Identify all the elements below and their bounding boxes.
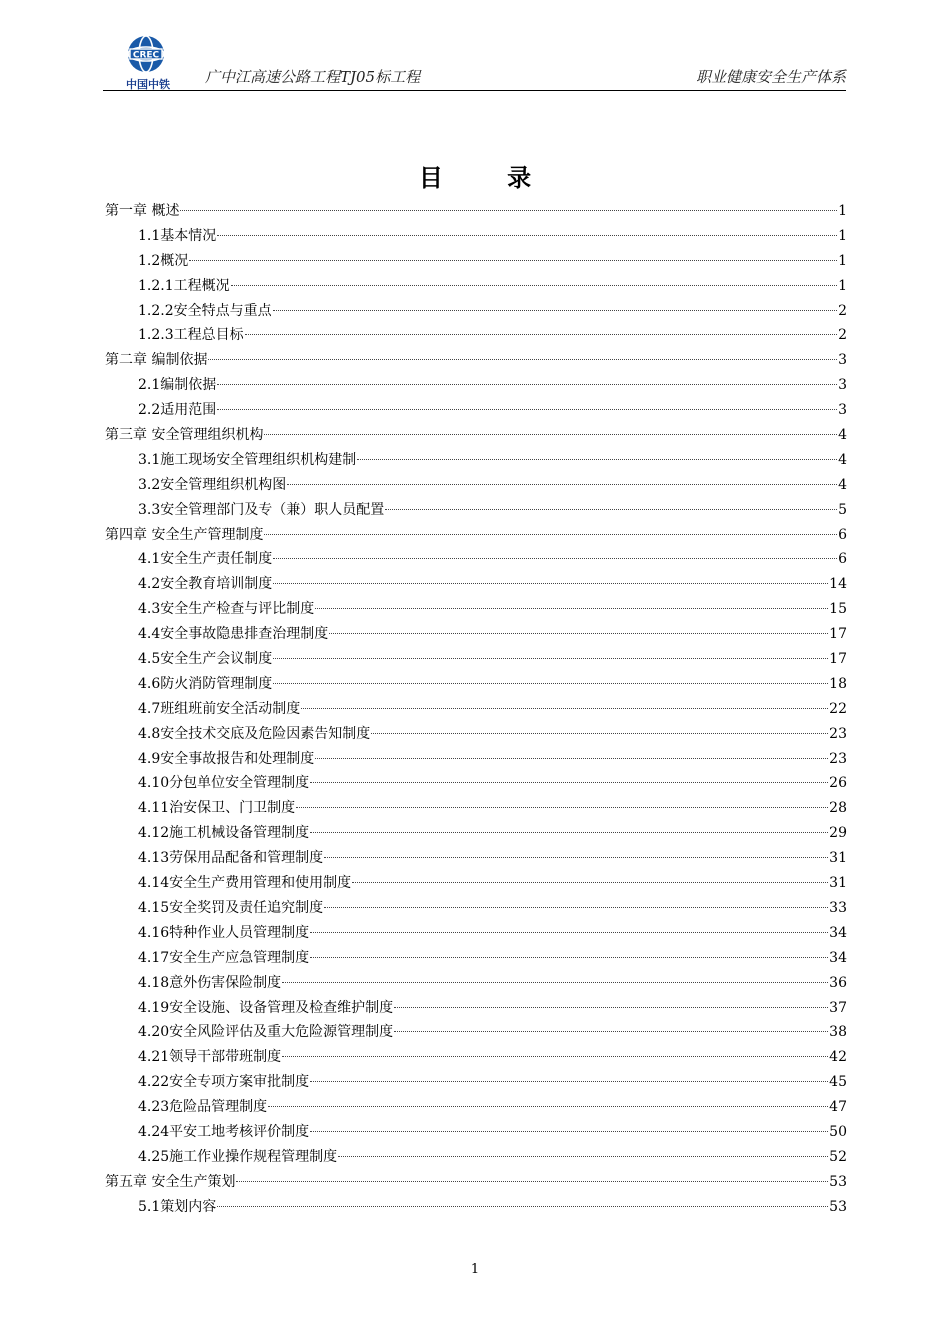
toc-dot-leader [273, 682, 828, 684]
toc-entry-page: 5 [838, 501, 847, 518]
toc-chapter-entry[interactable] [105, 199, 847, 224]
toc-chapter-entry[interactable] [105, 1170, 847, 1195]
toc-section-entry[interactable] [105, 224, 847, 249]
toc-entry-page: 3 [838, 377, 847, 394]
toc-section-entry[interactable] [105, 747, 847, 772]
toc-entry-page: 23 [829, 750, 847, 767]
toc-dot-leader [310, 956, 828, 958]
toc-dot-leader [208, 358, 837, 360]
toc-dot-leader [310, 931, 828, 933]
toc-dot-leader [310, 781, 828, 783]
toc-entry-page: 37 [829, 999, 847, 1016]
toc-dot-leader [264, 533, 837, 535]
toc-section-entry[interactable] [105, 448, 847, 473]
toc-entry-page: 33 [829, 899, 847, 916]
toc-dot-leader [180, 209, 837, 211]
toc-entry-title: 1.2.1工程概况 [138, 277, 230, 294]
toc-entry-page: 1 [838, 252, 847, 269]
toc-section-entry[interactable] [105, 971, 847, 996]
toc-section-entry[interactable] [105, 373, 847, 398]
toc-entry-title: 3.1施工现场安全管理组织机构建制 [138, 451, 357, 468]
toc-section-entry[interactable] [105, 1145, 847, 1170]
toc-dot-leader [329, 632, 828, 634]
toc-entry-page: 2 [838, 327, 847, 344]
toc-entry-page: 4 [838, 451, 847, 468]
toc-entry-title: 4.11治安保卫、门卫制度 [138, 800, 296, 817]
toc-entry-page: 17 [829, 651, 847, 668]
toc-entry-page: 3 [838, 352, 847, 369]
toc-entry-title: 4.13劳保用品配备和管理制度 [138, 850, 324, 867]
toc-entry-title: 4.15安全奖罚及责任追究制度 [138, 899, 324, 916]
toc-entry-title: 4.8安全技术交底及危险因素告知制度 [138, 725, 371, 742]
toc-section-entry[interactable] [105, 1070, 847, 1095]
toc-section-entry[interactable] [105, 871, 847, 896]
toc-entry-title: 4.24平安工地考核评价制度 [138, 1123, 310, 1140]
toc-entry-page: 6 [838, 551, 847, 568]
toc-entry-page: 18 [829, 675, 847, 692]
page-header [103, 34, 846, 91]
toc-heading: 目 录 [418, 163, 560, 192]
toc-section-entry[interactable] [105, 946, 847, 971]
toc-section-entry[interactable] [105, 249, 847, 274]
toc-dot-leader [282, 981, 828, 983]
toc-entry-page: 1 [838, 203, 847, 219]
toc-entry-page: 6 [838, 526, 847, 543]
toc-dot-leader [352, 881, 828, 883]
toc-dot-leader [315, 757, 828, 759]
toc-chapter-entry[interactable] [105, 423, 847, 448]
toc-dot-leader [315, 607, 828, 609]
toc-entry-page: 17 [829, 626, 847, 643]
toc-entry-page: 23 [829, 725, 847, 742]
toc-entry-page: 14 [829, 576, 847, 593]
toc-entry-title: 4.20安全风险评估及重大危险源管理制度 [138, 1024, 394, 1041]
toc-entry-page: 34 [829, 949, 847, 966]
toc-entry-title: 4.5安全生产会议制度 [138, 651, 273, 668]
toc-section-entry[interactable] [105, 1120, 847, 1145]
toc-dot-leader [268, 1105, 828, 1107]
toc-entry-title: 3.3安全管理部门及专（兼）职人员配置 [138, 501, 385, 518]
toc-section-entry[interactable] [105, 1020, 847, 1045]
toc-entry-title: 5.1策划内容 [138, 1198, 217, 1215]
toc-entry-title: 1.2.2安全特点与重点 [138, 302, 272, 319]
toc-section-entry[interactable] [105, 622, 847, 647]
toc-entry-title: 2.2适用范围 [138, 402, 217, 419]
toc-entry-page: 29 [829, 825, 847, 842]
toc-entry-title: 4.22安全专项方案审批制度 [138, 1074, 310, 1091]
toc-section-entry[interactable] [105, 473, 847, 498]
toc-section-entry[interactable] [105, 323, 847, 348]
toc-section-entry[interactable] [105, 647, 847, 672]
toc-chapter-entry[interactable] [105, 348, 847, 373]
toc-entry-page: 31 [829, 850, 847, 867]
toc-dot-leader [385, 508, 837, 510]
crec-logo [108, 34, 178, 90]
toc-section-entry[interactable] [105, 996, 847, 1021]
toc-section-entry[interactable] [105, 572, 847, 597]
toc-entry-title: 4.3安全生产检查与评比制度 [138, 601, 315, 618]
toc-dot-leader [310, 831, 828, 833]
toc-entry-title: 第四章 安全生产管理制度 [105, 526, 264, 543]
toc-entry-title: 4.17安全生产应急管理制度 [138, 949, 310, 966]
toc-dot-leader [287, 483, 837, 485]
toc-entry-title: 3.2安全管理组织机构图 [138, 476, 287, 493]
toc-dot-leader [394, 1006, 828, 1008]
toc-entry-page: 53 [829, 1198, 847, 1215]
toc-section-entry[interactable] [105, 796, 847, 821]
toc-entry-title: 4.14安全生产费用管理和使用制度 [138, 875, 352, 892]
toc-entry-page: 38 [829, 1024, 847, 1041]
toc-entry-title: 1.2概况 [138, 252, 189, 269]
toc-section-entry[interactable] [105, 846, 847, 871]
toc-dot-leader [324, 856, 828, 858]
toc-entry-title: 4.18意外伤害保险制度 [138, 974, 282, 991]
toc-section-entry[interactable] [105, 498, 847, 523]
toc-entry-title: 第一章 概述 [105, 203, 180, 219]
toc-entry-title: 1.2.3工程总目标 [138, 327, 244, 344]
toc-section-entry[interactable] [105, 597, 847, 622]
toc-entry-page: 52 [829, 1148, 847, 1165]
toc-entry-page: 28 [829, 800, 847, 817]
toc-entry-title: 4.7班组班前安全活动制度 [138, 700, 301, 717]
toc-entry-page: 15 [829, 601, 847, 618]
toc-entry-page: 1 [838, 277, 847, 294]
document-title: 职业健康安全生产体系 [695, 68, 846, 86]
toc-dot-leader [310, 1080, 828, 1082]
toc-dot-leader [357, 458, 837, 460]
toc-section-entry[interactable] [105, 896, 847, 921]
toc-entry-page: 3 [838, 402, 847, 419]
toc-entry-title: 4.12施工机械设备管理制度 [138, 825, 310, 842]
toc-dot-leader [217, 1205, 828, 1207]
toc-entry-title: 4.2安全教育培训制度 [138, 576, 273, 593]
toc-section-entry[interactable] [105, 697, 847, 722]
toc-section-entry[interactable] [105, 821, 847, 846]
toc-entry-page: 34 [829, 924, 847, 941]
toc-entry-page: 53 [829, 1173, 847, 1190]
toc-entry-title: 4.6防火消防管理制度 [138, 675, 273, 692]
toc-dot-leader [189, 259, 837, 261]
toc-entry-page: 31 [829, 875, 847, 892]
toc-entry-title: 第二章 编制依据 [105, 352, 208, 369]
toc-dot-leader [231, 284, 837, 286]
toc-section-entry[interactable] [105, 771, 847, 796]
page-number: 1 [470, 1262, 480, 1277]
toc-entry-page: 45 [829, 1074, 847, 1091]
toc-entry-page: 42 [829, 1049, 847, 1066]
toc-dot-leader [371, 732, 828, 734]
toc-section-entry[interactable] [105, 921, 847, 946]
toc-dot-leader [338, 1155, 828, 1157]
toc-entry-title: 4.4安全事故隐患排查治理制度 [138, 626, 329, 643]
toc-entry-page: 26 [829, 775, 847, 792]
toc-entry-title: 1.1基本情况 [138, 227, 217, 244]
toc-entry-title: 4.1安全生产责任制度 [138, 551, 273, 568]
toc-entry-title: 4.9安全事故报告和处理制度 [138, 750, 315, 767]
toc-dot-leader [217, 408, 837, 410]
toc-entry-page: 47 [829, 1099, 847, 1116]
toc-entry-page: 2 [838, 302, 847, 319]
toc-section-entry[interactable] [105, 1045, 847, 1070]
toc-dot-leader [217, 234, 837, 236]
toc-section-entry[interactable] [105, 547, 847, 572]
toc-entry-title: 4.16特种作业人员管理制度 [138, 924, 310, 941]
toc-entry-page: 22 [829, 700, 847, 717]
toc-section-entry[interactable] [105, 398, 847, 423]
toc-entry-title: 2.1编制依据 [138, 377, 217, 394]
toc-section-entry[interactable] [105, 722, 847, 747]
toc-entry-page: 50 [829, 1123, 847, 1140]
toc-entry-title: 4.19安全设施、设备管理及检查维护制度 [138, 999, 394, 1016]
toc-dot-leader [236, 1180, 828, 1182]
toc-dot-leader [324, 906, 828, 908]
toc-dot-leader [245, 333, 837, 335]
toc-dot-leader [301, 707, 828, 709]
toc-chapter-entry[interactable] [105, 523, 847, 548]
toc-section-entry[interactable] [105, 672, 847, 697]
crec-logo-icon [108, 34, 178, 78]
toc-dot-leader [264, 433, 837, 435]
toc-dot-leader [296, 806, 828, 808]
toc-dot-leader [273, 557, 837, 559]
toc-entry-title: 第五章 安全生产策划 [105, 1173, 236, 1190]
toc-entry-page: 1 [838, 227, 847, 244]
toc-entry-title: 4.21领导干部带班制度 [138, 1049, 282, 1066]
toc-dot-leader [310, 1130, 828, 1132]
toc-entry-page: 36 [829, 974, 847, 991]
toc-entry-title: 第三章 安全管理组织机构 [105, 427, 264, 444]
toc-entry-title: 4.10分包单位安全管理制度 [138, 775, 310, 792]
toc-dot-leader [282, 1055, 828, 1057]
toc-dot-leader [273, 309, 837, 311]
toc-entry-title: 4.25施工作业操作规程管理制度 [138, 1148, 338, 1165]
table-of-contents [105, 199, 847, 1220]
toc-dot-leader [217, 383, 837, 385]
toc-entry-page: 4 [838, 427, 847, 444]
toc-dot-leader [273, 582, 828, 584]
toc-entry-title: 4.23危险品管理制度 [138, 1099, 268, 1116]
logo-text: 中国中铁 [126, 78, 170, 91]
svg-text:CREC: CREC [132, 50, 160, 61]
toc-section-entry[interactable] [105, 299, 847, 324]
project-title: 广中江高速公路工程TJ05标工程 [205, 68, 421, 86]
toc-entry-page: 4 [838, 476, 847, 493]
toc-section-entry[interactable] [105, 274, 847, 299]
toc-section-entry[interactable] [105, 1195, 847, 1220]
toc-section-entry[interactable] [105, 1095, 847, 1120]
toc-dot-leader [273, 657, 828, 659]
toc-dot-leader [394, 1030, 828, 1032]
